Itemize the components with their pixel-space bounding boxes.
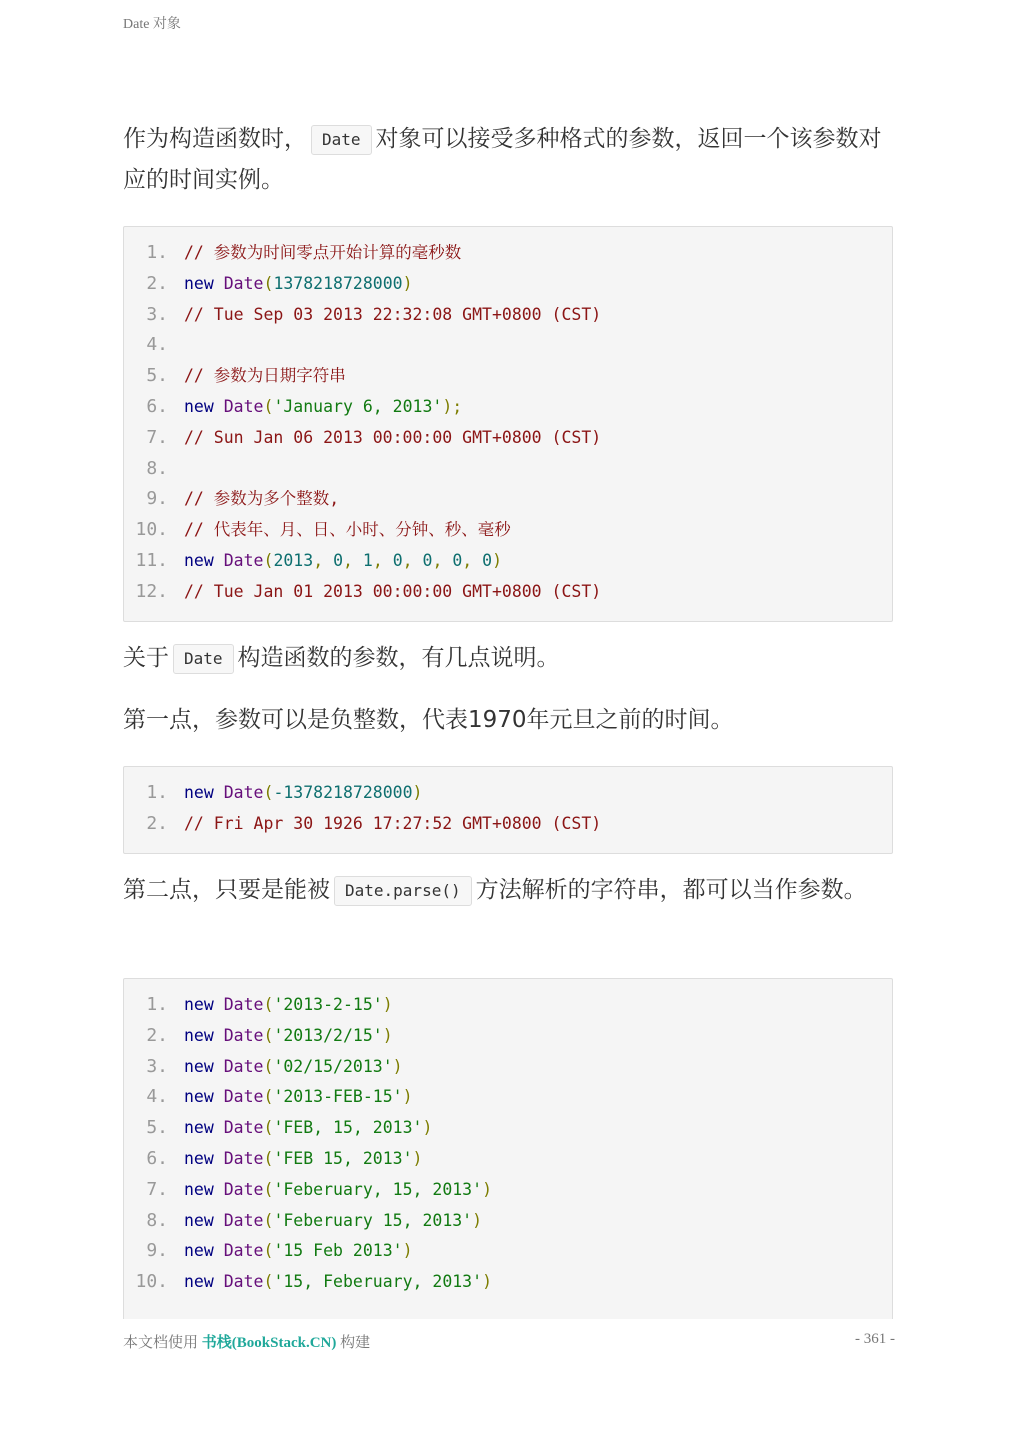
code-token: ) <box>472 1210 483 1230</box>
code-token: // Fri Apr 30 1926 17:27:52 GMT+0800 (CST) <box>184 813 602 833</box>
code-line <box>124 1144 892 1175</box>
line-number: 2. <box>146 812 168 834</box>
code-token: , <box>372 550 393 570</box>
code-token: new <box>184 1210 214 1230</box>
code-token: // Sun Jan 06 2013 00:00:00 GMT+0800 (CST) <box>184 427 602 447</box>
code-token: 0 <box>482 550 493 570</box>
line-number: 1. <box>146 242 168 263</box>
code-token: 0 <box>392 550 403 570</box>
code-token: // 参数为时间零点开始计算的毫秒数 <box>184 243 462 262</box>
code-line <box>124 1021 892 1052</box>
code-text <box>168 300 601 331</box>
code-token: ( <box>263 995 274 1014</box>
code-line <box>124 1175 892 1206</box>
code-token: 0 <box>333 550 343 570</box>
page-number: - 361 - <box>855 1331 895 1347</box>
code-token: new <box>184 995 214 1014</box>
code-token: new <box>184 1148 214 1168</box>
code-line <box>124 484 892 515</box>
code-token: new <box>184 1241 214 1261</box>
code-token: new <box>184 273 214 293</box>
code-token: ( <box>263 550 274 570</box>
intro-text-after: 对象可以接受多种格式的参数，返回一个该参数对应的时间实例。 <box>123 126 882 193</box>
page-footer <box>123 1331 895 1352</box>
code-text <box>168 484 339 515</box>
code-text <box>168 269 413 300</box>
line-number: 2. <box>146 272 168 294</box>
line-number: 6. <box>146 1147 168 1169</box>
code-line <box>124 546 892 577</box>
code-token: ( <box>263 273 274 293</box>
code-token: Date <box>223 1179 264 1199</box>
note-text-before: 关于 <box>123 645 169 671</box>
code-token: new <box>184 1087 214 1107</box>
code-token: '15, Feberuary, 2013' <box>273 1272 483 1292</box>
code-text <box>168 238 461 269</box>
line-number: 5. <box>146 365 168 387</box>
code-token: '02/15/2013' <box>273 1056 393 1076</box>
code-line <box>124 1267 892 1298</box>
code-token: ( <box>263 1087 274 1107</box>
code-token: Date <box>223 1241 264 1261</box>
code-token: new <box>184 396 214 416</box>
code-token: new <box>184 550 214 570</box>
code-token: new <box>184 1272 214 1292</box>
code-line <box>124 778 892 809</box>
line-number: 10. <box>135 519 168 541</box>
line-number: 11. <box>135 549 168 571</box>
line-number: 7. <box>146 426 168 448</box>
code-token: ) <box>492 550 502 570</box>
code-token: '2013-2-15' <box>273 995 383 1014</box>
code-token: ) <box>482 1272 492 1292</box>
code-line <box>124 1052 892 1083</box>
line-number: 7. <box>146 1178 168 1200</box>
code-token: // Tue Sep 03 2013 22:32:08 GMT+0800 (CST) <box>184 304 602 324</box>
code-token: ( <box>263 783 274 802</box>
code-token: Date <box>223 1025 264 1045</box>
code-token: , <box>432 550 453 570</box>
code-token: , <box>313 550 334 570</box>
code-token: new <box>184 1179 214 1199</box>
code-token: 'FEB, 15, 2013' <box>273 1118 423 1138</box>
code-token: Date <box>223 1210 264 1230</box>
code-line <box>124 990 892 1021</box>
code-line <box>124 392 892 423</box>
code-text <box>168 990 393 1021</box>
code-line <box>124 809 892 840</box>
code-text <box>168 423 601 454</box>
code-token: new <box>184 1025 214 1045</box>
code-token: ) <box>382 995 393 1014</box>
code-token <box>214 397 224 416</box>
code-line <box>124 269 892 300</box>
code-token: ( <box>263 1056 274 1076</box>
code-token <box>214 274 224 293</box>
code-token: new <box>184 1118 214 1138</box>
code-line <box>124 330 892 361</box>
code-token: ( <box>263 1025 274 1045</box>
code-text <box>168 515 511 546</box>
code-token: ) <box>412 783 423 802</box>
code-text <box>168 778 422 809</box>
footer-brand-link[interactable]: 书栈(BookStack.CN) <box>201 1335 337 1351</box>
code-token: 'FEB 15, 2013' <box>273 1148 413 1168</box>
code-text <box>168 454 184 485</box>
point2-text-before: 第二点，只要是能被 <box>123 877 330 903</box>
code-block <box>123 226 893 622</box>
code-token <box>214 1272 224 1291</box>
code-text <box>168 1175 492 1206</box>
footer-suffix: 构建 <box>340 1335 371 1351</box>
line-number: 3. <box>146 303 168 325</box>
code-block <box>123 766 893 854</box>
intro-text-before: 作为构造函数时， <box>123 126 307 152</box>
code-text <box>168 330 184 361</box>
code-token <box>214 995 224 1014</box>
code-token: Date <box>223 995 264 1014</box>
code-text <box>168 361 346 392</box>
code-text <box>168 1052 403 1083</box>
code-token: Date <box>223 783 264 802</box>
code-token: ( <box>263 1241 274 1261</box>
note-text-after: 构造函数的参数，有几点说明。 <box>237 645 560 671</box>
code-token: // 代表年、月、日、小时、分钟、秒、毫秒 <box>184 520 511 540</box>
line-number: 10. <box>135 1271 168 1293</box>
code-line <box>124 577 892 608</box>
code-line <box>124 1236 892 1267</box>
code-token: Date <box>223 1056 264 1076</box>
code-token: 2013 <box>273 550 314 570</box>
line-number: 9. <box>146 488 168 510</box>
code-token: ( <box>263 1210 274 1230</box>
point1-paragraph: 第一点，参数可以是负整数，代表1970年元旦之前的时间。 <box>123 707 734 733</box>
code-token: ) <box>422 1118 433 1138</box>
code-line <box>124 423 892 454</box>
code-token <box>214 1057 224 1076</box>
code-token: ); <box>442 396 463 416</box>
code-token: // 参数为多个整数, <box>184 489 340 509</box>
code-token: '2013/2/15' <box>273 1025 383 1045</box>
code-token <box>214 1087 224 1106</box>
line-number: 1. <box>146 782 168 803</box>
code-token <box>214 783 224 802</box>
line-number: 6. <box>146 395 168 417</box>
inline-code-date: Date <box>311 125 372 155</box>
code-token: ) <box>402 1241 413 1261</box>
point2-text-after: 方法解析的字符串，都可以当作参数。 <box>475 877 867 903</box>
code-token: -1378218728000 <box>273 783 413 802</box>
footer-prefix: 本文档使用 <box>123 1335 199 1351</box>
code-token: 'Feberuary 15, 2013' <box>273 1210 473 1230</box>
line-number: 1. <box>146 994 168 1015</box>
code-token: Date <box>223 550 264 570</box>
code-text <box>168 1236 413 1267</box>
code-text <box>168 809 601 840</box>
inline-code-date: Date <box>173 644 234 674</box>
code-token: 1378218728000 <box>273 273 403 293</box>
code-token: ( <box>263 1148 274 1168</box>
code-token <box>214 1211 224 1230</box>
code-block <box>123 978 893 1319</box>
code-token: ( <box>263 396 274 416</box>
code-token: ) <box>392 1056 403 1076</box>
code-token: '15 Feb 2013' <box>273 1241 403 1261</box>
code-token: Date <box>223 1118 264 1138</box>
note-paragraph <box>123 638 895 679</box>
code-token <box>214 1241 224 1260</box>
code-line <box>124 361 892 392</box>
code-token <box>214 551 224 570</box>
line-number: 8. <box>146 1209 168 1231</box>
code-line <box>124 1113 892 1144</box>
code-token: 'Feberuary, 15, 2013' <box>273 1179 483 1199</box>
code-token: ( <box>263 1272 274 1292</box>
code-token: Date <box>223 1148 264 1168</box>
intro-paragraph <box>123 119 895 201</box>
code-token: , <box>402 550 423 570</box>
code-token: ( <box>263 1118 274 1138</box>
code-token: Date <box>223 1087 264 1107</box>
code-token: , <box>462 550 483 570</box>
code-text <box>168 577 601 608</box>
code-token <box>214 1180 224 1199</box>
line-number: 5. <box>146 1117 168 1139</box>
code-token: new <box>184 783 214 802</box>
code-text <box>168 546 502 577</box>
line-number: 3. <box>146 1055 168 1077</box>
code-token <box>214 1026 224 1045</box>
code-token <box>214 1149 224 1168</box>
line-number: 9. <box>146 1240 168 1262</box>
code-text <box>168 1082 413 1113</box>
code-token: Date <box>223 1272 264 1292</box>
code-line <box>124 300 892 331</box>
code-token: ) <box>402 1087 413 1107</box>
code-text <box>168 1021 393 1052</box>
code-token: ) <box>482 1179 492 1199</box>
code-token: , <box>343 550 363 570</box>
code-token: new <box>184 1056 214 1076</box>
page-header: Date 对象 <box>123 17 181 32</box>
code-token: 'January 6, 2013' <box>273 396 443 416</box>
code-token: ) <box>412 1148 423 1168</box>
code-token <box>214 1118 224 1137</box>
line-number: 8. <box>146 457 168 479</box>
code-token: // Tue Jan 01 2013 00:00:00 GMT+0800 (CST) <box>184 581 602 601</box>
code-line <box>124 1082 892 1113</box>
code-line <box>124 1206 892 1237</box>
code-text <box>168 1206 482 1237</box>
code-token: '2013-FEB-15' <box>273 1087 403 1107</box>
line-number: 4. <box>146 1086 168 1108</box>
code-token: 0 <box>422 550 433 570</box>
line-number: 4. <box>146 334 168 356</box>
code-token: ( <box>263 1179 274 1199</box>
code-token: // 参数为日期字符串 <box>184 366 346 386</box>
code-token: 0 <box>452 550 463 570</box>
code-text <box>168 1267 492 1298</box>
code-token: Date <box>223 396 264 416</box>
code-token: ) <box>402 273 413 293</box>
code-line <box>124 238 892 269</box>
code-token: ) <box>382 1025 393 1045</box>
code-text <box>168 1144 422 1175</box>
inline-code-date-parse: Date.parse() <box>334 876 472 906</box>
code-line <box>124 454 892 485</box>
line-number: 12. <box>135 580 168 602</box>
code-token: 1 <box>362 550 373 570</box>
code-token: Date <box>223 273 264 293</box>
code-text <box>168 392 462 423</box>
line-number: 2. <box>146 1024 168 1046</box>
point2-paragraph <box>123 870 895 911</box>
code-line <box>124 515 892 546</box>
code-text <box>168 1113 432 1144</box>
